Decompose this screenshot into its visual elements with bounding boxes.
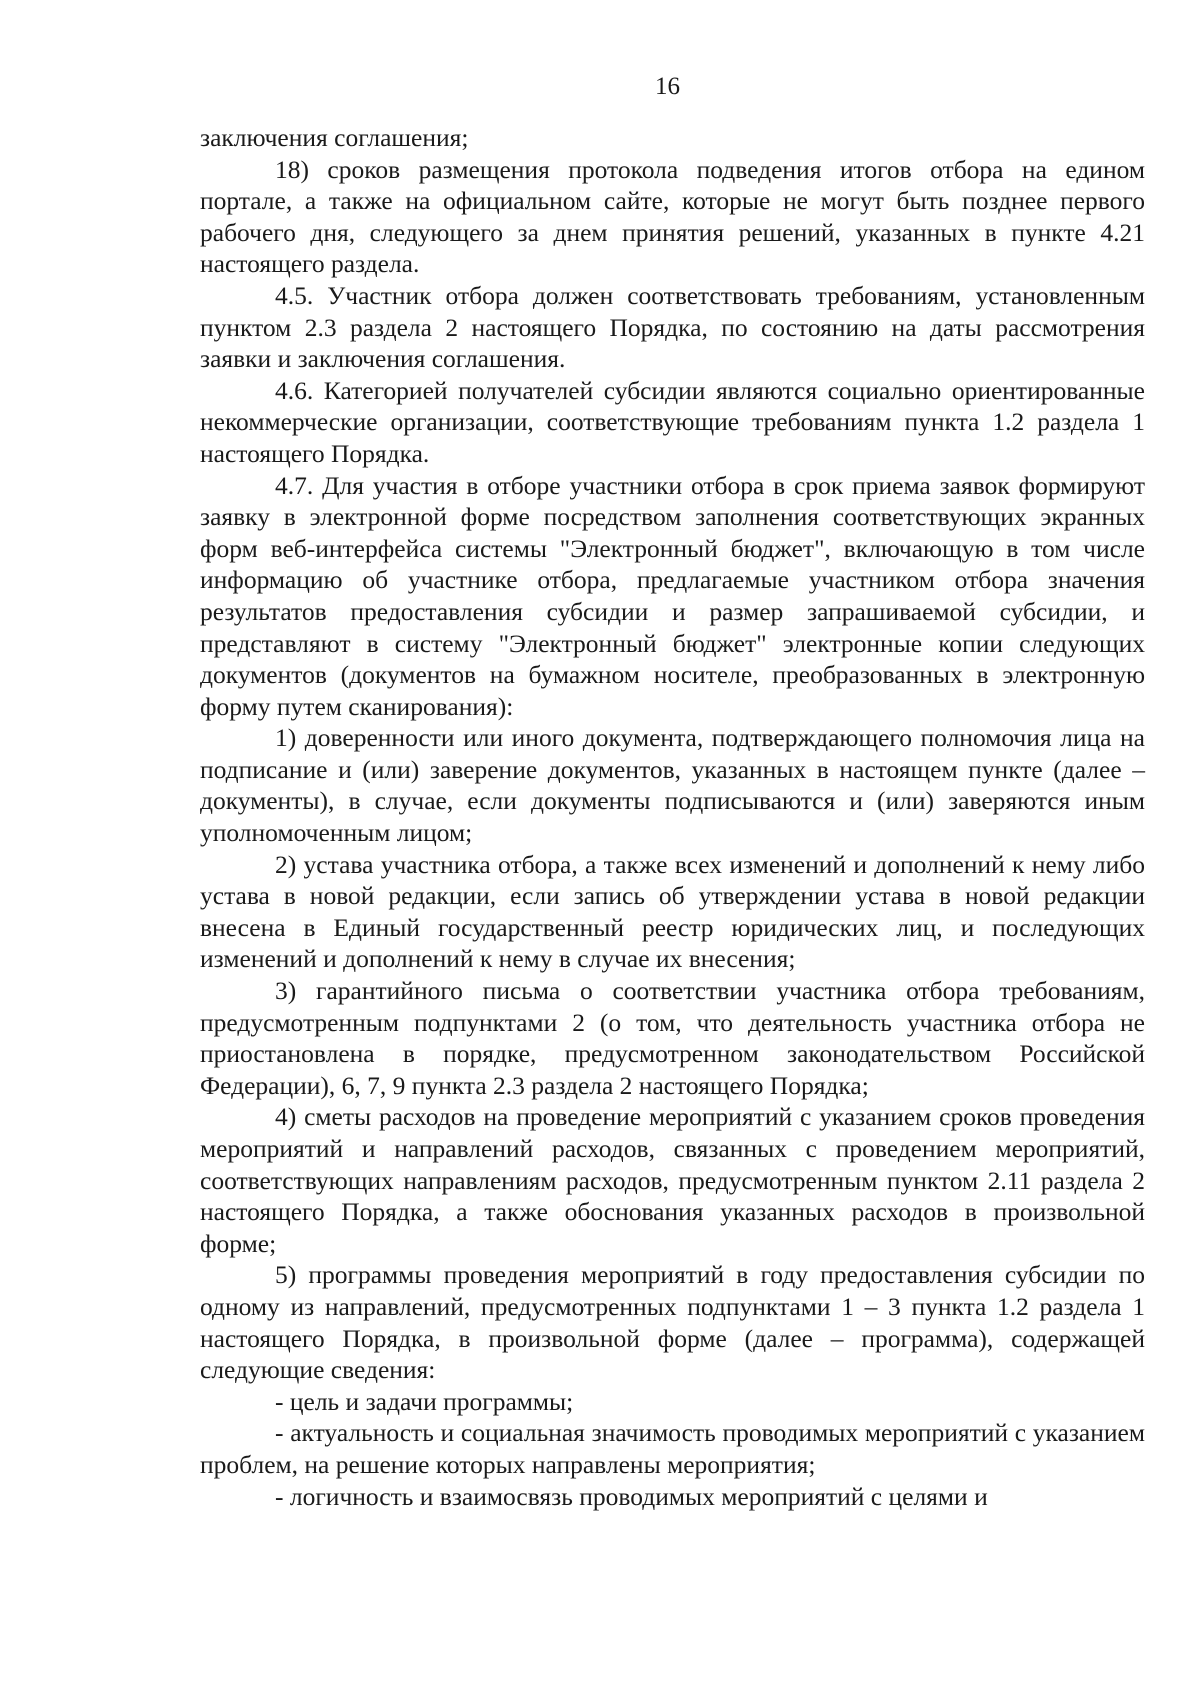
paragraph-item-4: 4) сметы расходов на проведение мероприятий с указанием сроков проведения мероприятий и направлений расходов, связанных с проведением мероприятий, соответствующих направлениям расходов, предусмотренным пунктом 2.11 раздела 2 настоящего Порядка, а также обоснования указанных расходов в произвольной форме; [200,1102,1145,1258]
paragraph-item-5: 5) программы проведения мероприятий в году предоставления субсидии по одному из направлений, предусмотренных подпунктами 1 – 3 пункта 1.2 раздела 1 настоящего Порядка, в произвольной форме (далее – программа), содержащей следующие сведения: [200,1260,1145,1385]
paragraph-4-7: 4.7. Для участия в отборе участники отбора в срок приема заявок формируют заявку в электронной форме посредством заполнения соответствующих экранных форм веб-интерфейса системы "Электронный бюджет", включающую в том числе информацию об участнике отбора, предлагаемые участником отбора значения результатов предоставления субсидии и размер запрашиваемой субсидии, и представляют в систему "Электронный бюджет" электронные копии следующих документов (документов на бумажном носителе, преобразованных в электронную форму путем сканирования): [200,470,1145,721]
paragraph-item-3: 3) гарантийного письма о соответствии участника отбора требованиям, предусмотренным подпунктами 2 (о том, что деятельность участника отбора не приостановлена в порядке, предусмотренном законодательством Российской Федерации), 6, 7, 9 пункта 2.3 раздела 2 настоящего Порядка; [200,976,1145,1100]
bullet-relevance: - актуальность и социальная значимость проводимых мероприятий с указанием проблем, на решение которых направлены мероприятия; [200,1418,1145,1479]
paragraph-item-18: 18) сроков размещения протокола подведения итогов отбора на едином портале, а также на официальном сайте, которые не могут быть позднее первого рабочего дня, следующего за днем принятия решений, указанных в пункте 4.21 настоящего раздела. [200,154,1145,279]
page-number: 16 [655,73,680,100]
document-body [200,122,1145,1512]
paragraph-4-6: 4.6. Категорией получателей субсидии являются социально ориентированные некоммерческие организации, соответствующие требованиям пункта 1.2 раздела 1 настоящего Порядка. [200,375,1145,468]
bullet-goal: - цель и задачи программы; [275,1386,574,1416]
paragraph-continuation: заключения соглашения; [200,123,469,152]
paragraph-item-1: 1) доверенности или иного документа, подтверждающего полномочия лица на подписание и (или) заверение документов, указанных в настоящем пункте (далее – документы), в случае, если документы подписываются и (или) заверяются иным уполномоченным лицом; [200,723,1145,848]
paragraph-4-5: 4.5. Участник отбора должен соответствовать требованиям, установленным пунктом 2.3 раздела 2 настоящего Порядка, по состоянию на даты рассмотрения заявки и заключения соглашения. [200,280,1145,374]
paragraph-item-2: 2) устава участника отбора, а также всех изменений и дополнений к нему либо устава в новой редакции, если запись об утверждении устава в новой редакции внесена в Единый государственный реестр юридических лиц, и последующих изменений и дополнений к нему в случае их внесения; [200,849,1145,974]
bullet-logic: - логичность и взаимосвязь проводимых мероприятий с целями и [275,1481,988,1511]
